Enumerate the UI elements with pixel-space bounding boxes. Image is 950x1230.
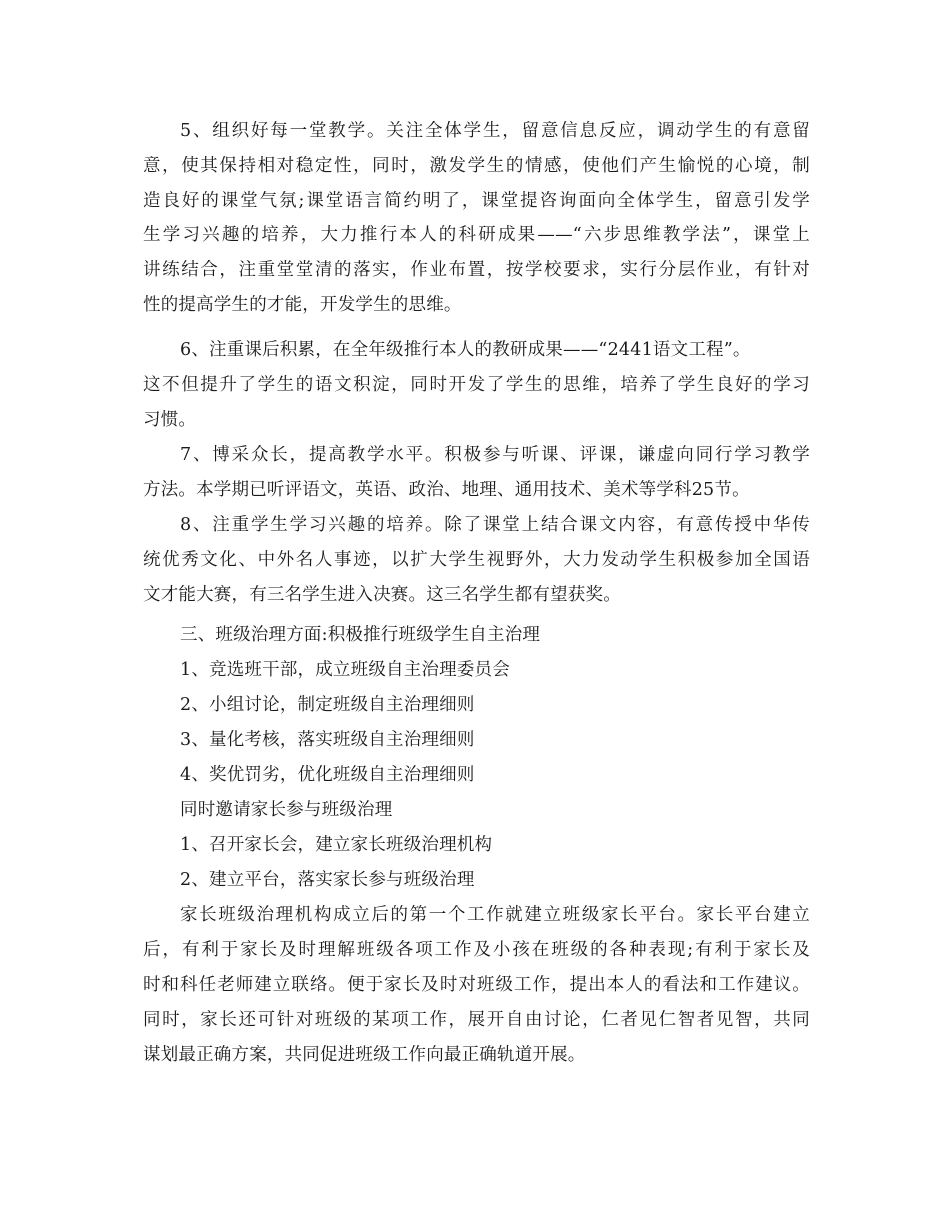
- list-item-2: 2、小组讨论，制定班级自主治理细则: [180, 695, 475, 715]
- paragraph-5-line-2: 意，使其保持相对稳定性，同时，激发学生的情感，使他们产生愉悦的心境，制: [143, 156, 810, 176]
- closing-paragraph-line-4: 同时，家长还可针对班级的某项工作，展开自由讨论，仁者见仁智者见智，共同: [143, 1010, 810, 1030]
- closing-paragraph-line-5: 谋划最正确方案，共同促进班级工作向最正确轨道开展。: [143, 1045, 586, 1065]
- list-item-4: 4、奖优罚劣，优化班级自主治理细则: [180, 765, 475, 785]
- paragraph-6-line-3: 习惯。: [143, 410, 197, 430]
- parents-list-item-1: 1、召开家长会，建立家长班级治理机构: [180, 835, 493, 855]
- section-heading-class-management: 三、班级治理方面:积极推行班级学生自主治理: [180, 625, 541, 645]
- paragraph-5-line-6: 性的提高学生的才能，开发学生的思维。: [143, 295, 462, 315]
- paragraph-6-line-2: 这不但提升了学生的语文积淀，同时开发了学生的思维，培养了学生良好的学习: [143, 375, 810, 395]
- list-item-3: 3、量化考核，落实班级自主治理细则: [180, 730, 475, 750]
- paragraph-5-line-3: 造良好的课堂气氛;课堂语言简约明了，课堂提咨询面向全体学生，留意引发学: [143, 191, 810, 211]
- closing-paragraph-line-1: 家长班级治理机构成立后的第一个工作就建立班级家长平台。家长平台建立: [180, 905, 810, 925]
- paragraph-5-line-5: 讲练结合，注重堂堂清的落实，作业布置，按学校要求，实行分层作业，有针对: [143, 260, 810, 280]
- paragraph-8-line-1: 8、注重学生学习兴趣的培养。除了课堂上结合课文内容，有意传授中华传: [180, 515, 810, 535]
- paragraph-7-line-2: 方法。本学期已听评语文，英语、政治、地理、通用技术、美术等学科25节。: [143, 480, 750, 500]
- paragraph-5-line-1: 5、组织好每一堂教学。关注全体学生，留意信息反应，调动学生的有意留: [180, 121, 810, 141]
- paragraph-8-line-3: 文才能大赛，有三名学生进入决赛。这三名学生都有望获奖。: [143, 585, 621, 605]
- parents-list-item-2: 2、建立平台，落实家长参与班级治理: [180, 870, 475, 890]
- subheading-parents: 同时邀请家长参与班级治理: [180, 800, 393, 820]
- list-item-1: 1、竞选班干部，成立班级自主治理委员会: [180, 660, 510, 680]
- paragraph-6-line-1: 6、注重课后积累，在全年级推行本人的教研成果——“2441语文工程”。: [180, 340, 751, 360]
- closing-paragraph-line-2: 后，有利于家长及时理解班级各项工作及小孩在班级的各种表现;有利于家长及: [143, 940, 810, 960]
- paragraph-8-line-2: 统优秀文化、中外名人事迹，以扩大学生视野外，大力发动学生积极参加全国语: [143, 550, 810, 570]
- paragraph-7-line-1: 7、博采众长，提高教学水平。积极参与听课、评课，谦虚向同行学习教学: [180, 445, 810, 465]
- closing-paragraph-line-3: 时和科任老师建立联络。便于家长及时对班级工作，提出本人的看法和工作建议。: [143, 975, 810, 995]
- paragraph-5-line-4: 生学习兴趣的培养，大力推行本人的科研成果——“六步思维教学法”，课堂上: [143, 225, 810, 245]
